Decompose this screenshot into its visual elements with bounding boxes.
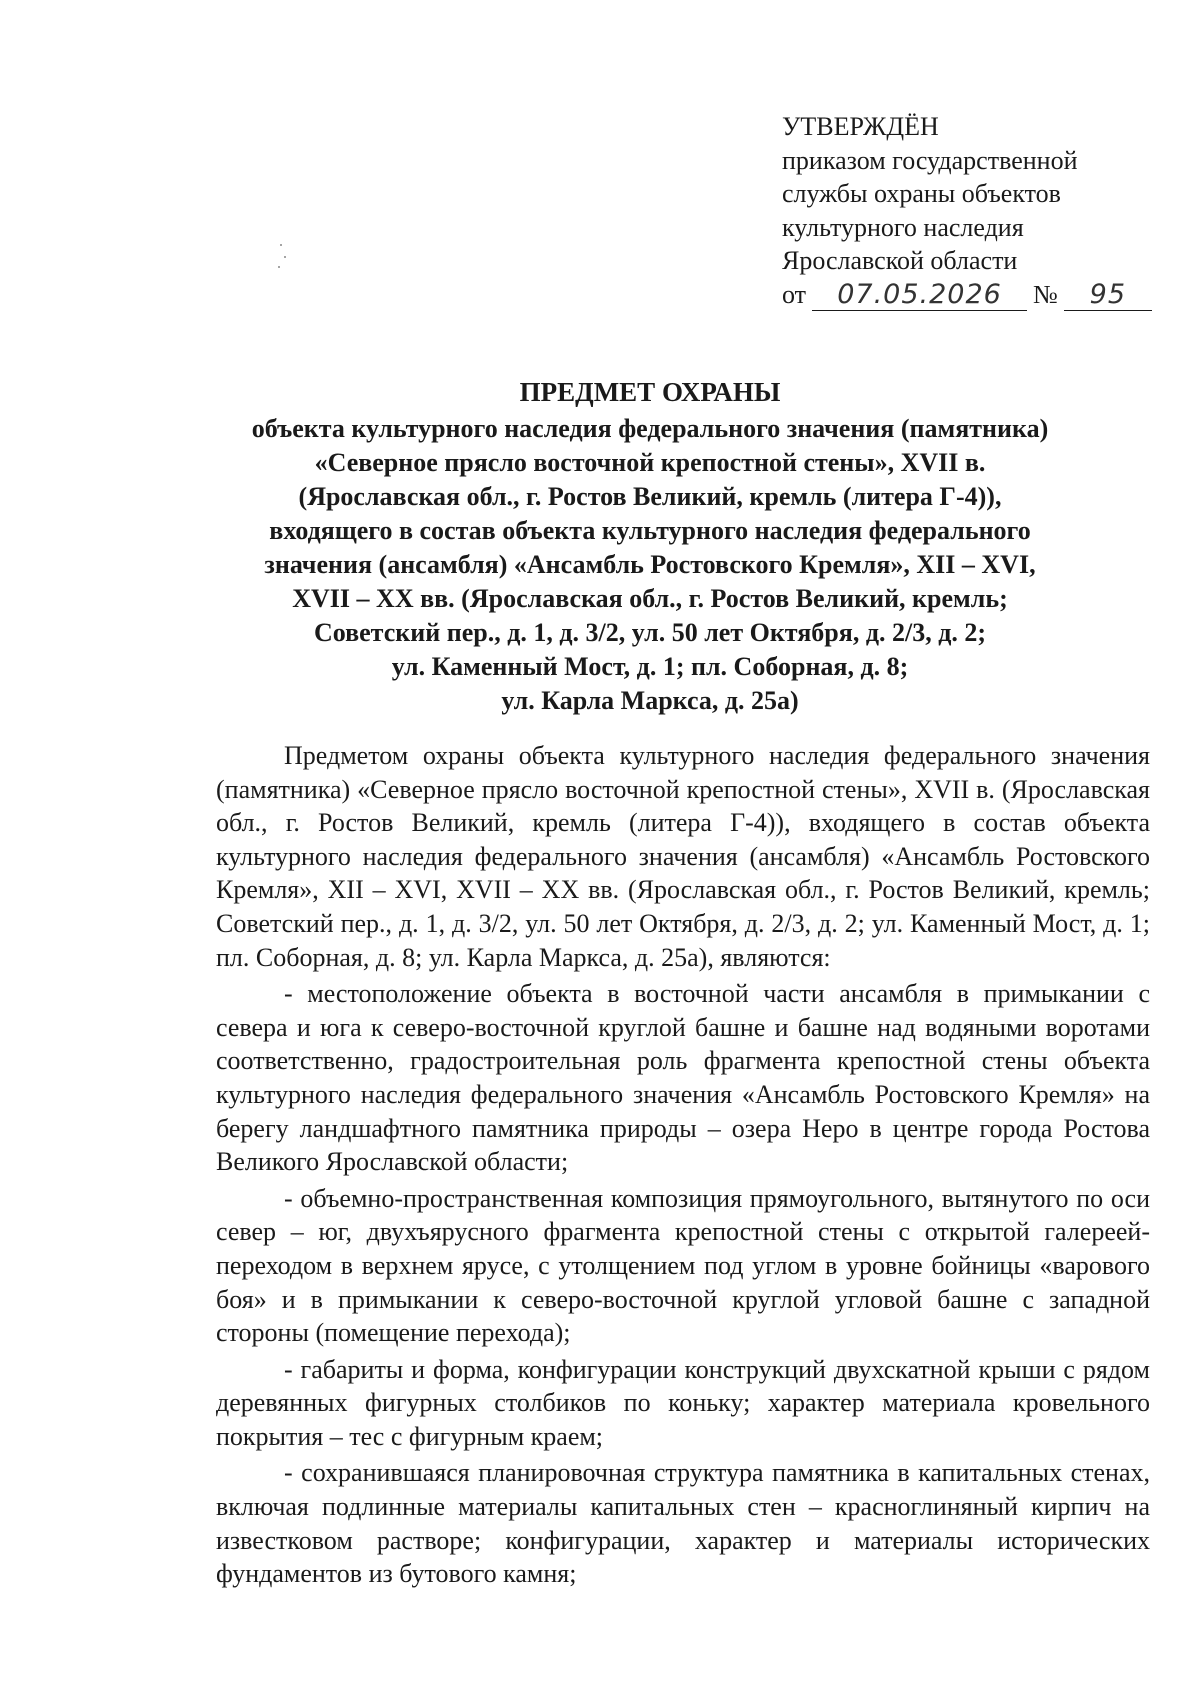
title-line: ул. Карла Маркса, д. 25а) <box>501 686 799 715</box>
document-body <box>216 739 1150 1591</box>
title-line: «Северное прясло восточной крепостной стены», XVII в. <box>314 448 986 477</box>
scan-speck <box>284 256 286 258</box>
title-line: ул. Каменный Мост, д. 1; пл. Соборная, д. 8; <box>391 652 909 681</box>
scan-speck <box>280 244 282 246</box>
approval-line: службы охраны объектов <box>782 179 1061 208</box>
body-paragraph-structure: - сохранившаяся планировочная структура памятника в капитальных стенах, включая подлинные материалы капитальных стен – красноглиняный кирпич на известковом растворе; конфигурации, характер и материалы исторических фундаментов из бутового камня; <box>216 1458 1150 1589</box>
body-paragraph-roof: - габариты и форма, конфигурации конструкций двухскатной крыши с рядом деревянных фигурных столбиков по коньку; характер материала кровельного покрытия – тес с фигурным краем; <box>216 1354 1150 1451</box>
approval-date-line <box>782 280 1152 309</box>
title-main: ПРЕДМЕТ ОХРАНЫ <box>519 377 781 407</box>
approval-line: культурного наследия <box>782 212 1024 242</box>
title-line: Советский пер., д. 1, д. 3/2, ул. 50 лет Октября, д. 2/3, д. 2; <box>313 618 987 647</box>
title-line: XVII – XX вв. (Ярославская обл., г. Ростов Великий, кремль; <box>292 584 1008 613</box>
title-line: объекта культурного наследия федерального значения (памятника) <box>251 414 1049 443</box>
title-line: (Ярославская обл., г. Ростов Великий, кремль (литера Г-4)), <box>298 482 1002 511</box>
body-paragraph-intro: Предметом охраны объекта культурного наследия федерального значения (памятника) «Северное прясло восточной крепостной стены», XVII в. (Ярославская обл., г. Ростов Великий, кремль (литера Г-4)), входящего в состав объекта культурного наследия федерального значения (ансамбля) «Ансамбль Ростовского Кремля», XII – XVI, XVII – XX вв. (Ярославская обл., г. Ростов Великий, кремль; Советский пер., д. 1, д. 3/2, ул. 50 лет Октября, д. 2/3, д. 2; ул. Каменный Мост, д. 1; пл. Соборная, д. 8; ул. Карла Маркса, д. 25а), являются: <box>216 741 1150 972</box>
date-prefix: от <box>782 279 807 309</box>
approval-line: Ярославской области <box>782 246 1018 275</box>
title-line: входящего в состав объекта культурного наследия федерального <box>269 516 1031 545</box>
number-prefix: № <box>1033 279 1058 309</box>
approval-line: приказом государственной <box>782 145 1078 175</box>
body-paragraph-location: - местоположение объекта в восточной части ансамбля в примыкании с севера и юга к северо-восточной круглой башне и башне над водяными воротами соответственно, градостроительная роль фрагмента крепостной стены объекта культурного наследия федерального значения «Ансамбль Ростовского Кремля» на берегу ландшафтного памятника природы – озера Неро в центре города Ростова Великого Ярославской области; <box>216 979 1150 1177</box>
approval-heading: УТВЕРЖДЁН <box>782 112 939 141</box>
document-title <box>150 375 1150 718</box>
body-paragraph-composition: - объемно-пространственная композиция прямоугольного, вытянутого по оси север – юг, двухъярусного фрагмента крепостной стены с открытой галереей-переходом в верхнем ярусе, с утолщением под углом в уровне бойницы «варового боя» и в примыкании к северо-восточной круглой угловой башне с западной стороны (помещение перехода); <box>216 1183 1150 1348</box>
handwritten-number: 95 <box>1064 280 1152 311</box>
approval-stamp-block <box>782 110 1162 311</box>
scan-speck <box>278 266 280 268</box>
title-line: значения (ансамбля) «Ансамбль Ростовского Кремля», XII – XVI, <box>264 550 1036 579</box>
handwritten-date: 07.05.2026 <box>812 280 1027 311</box>
